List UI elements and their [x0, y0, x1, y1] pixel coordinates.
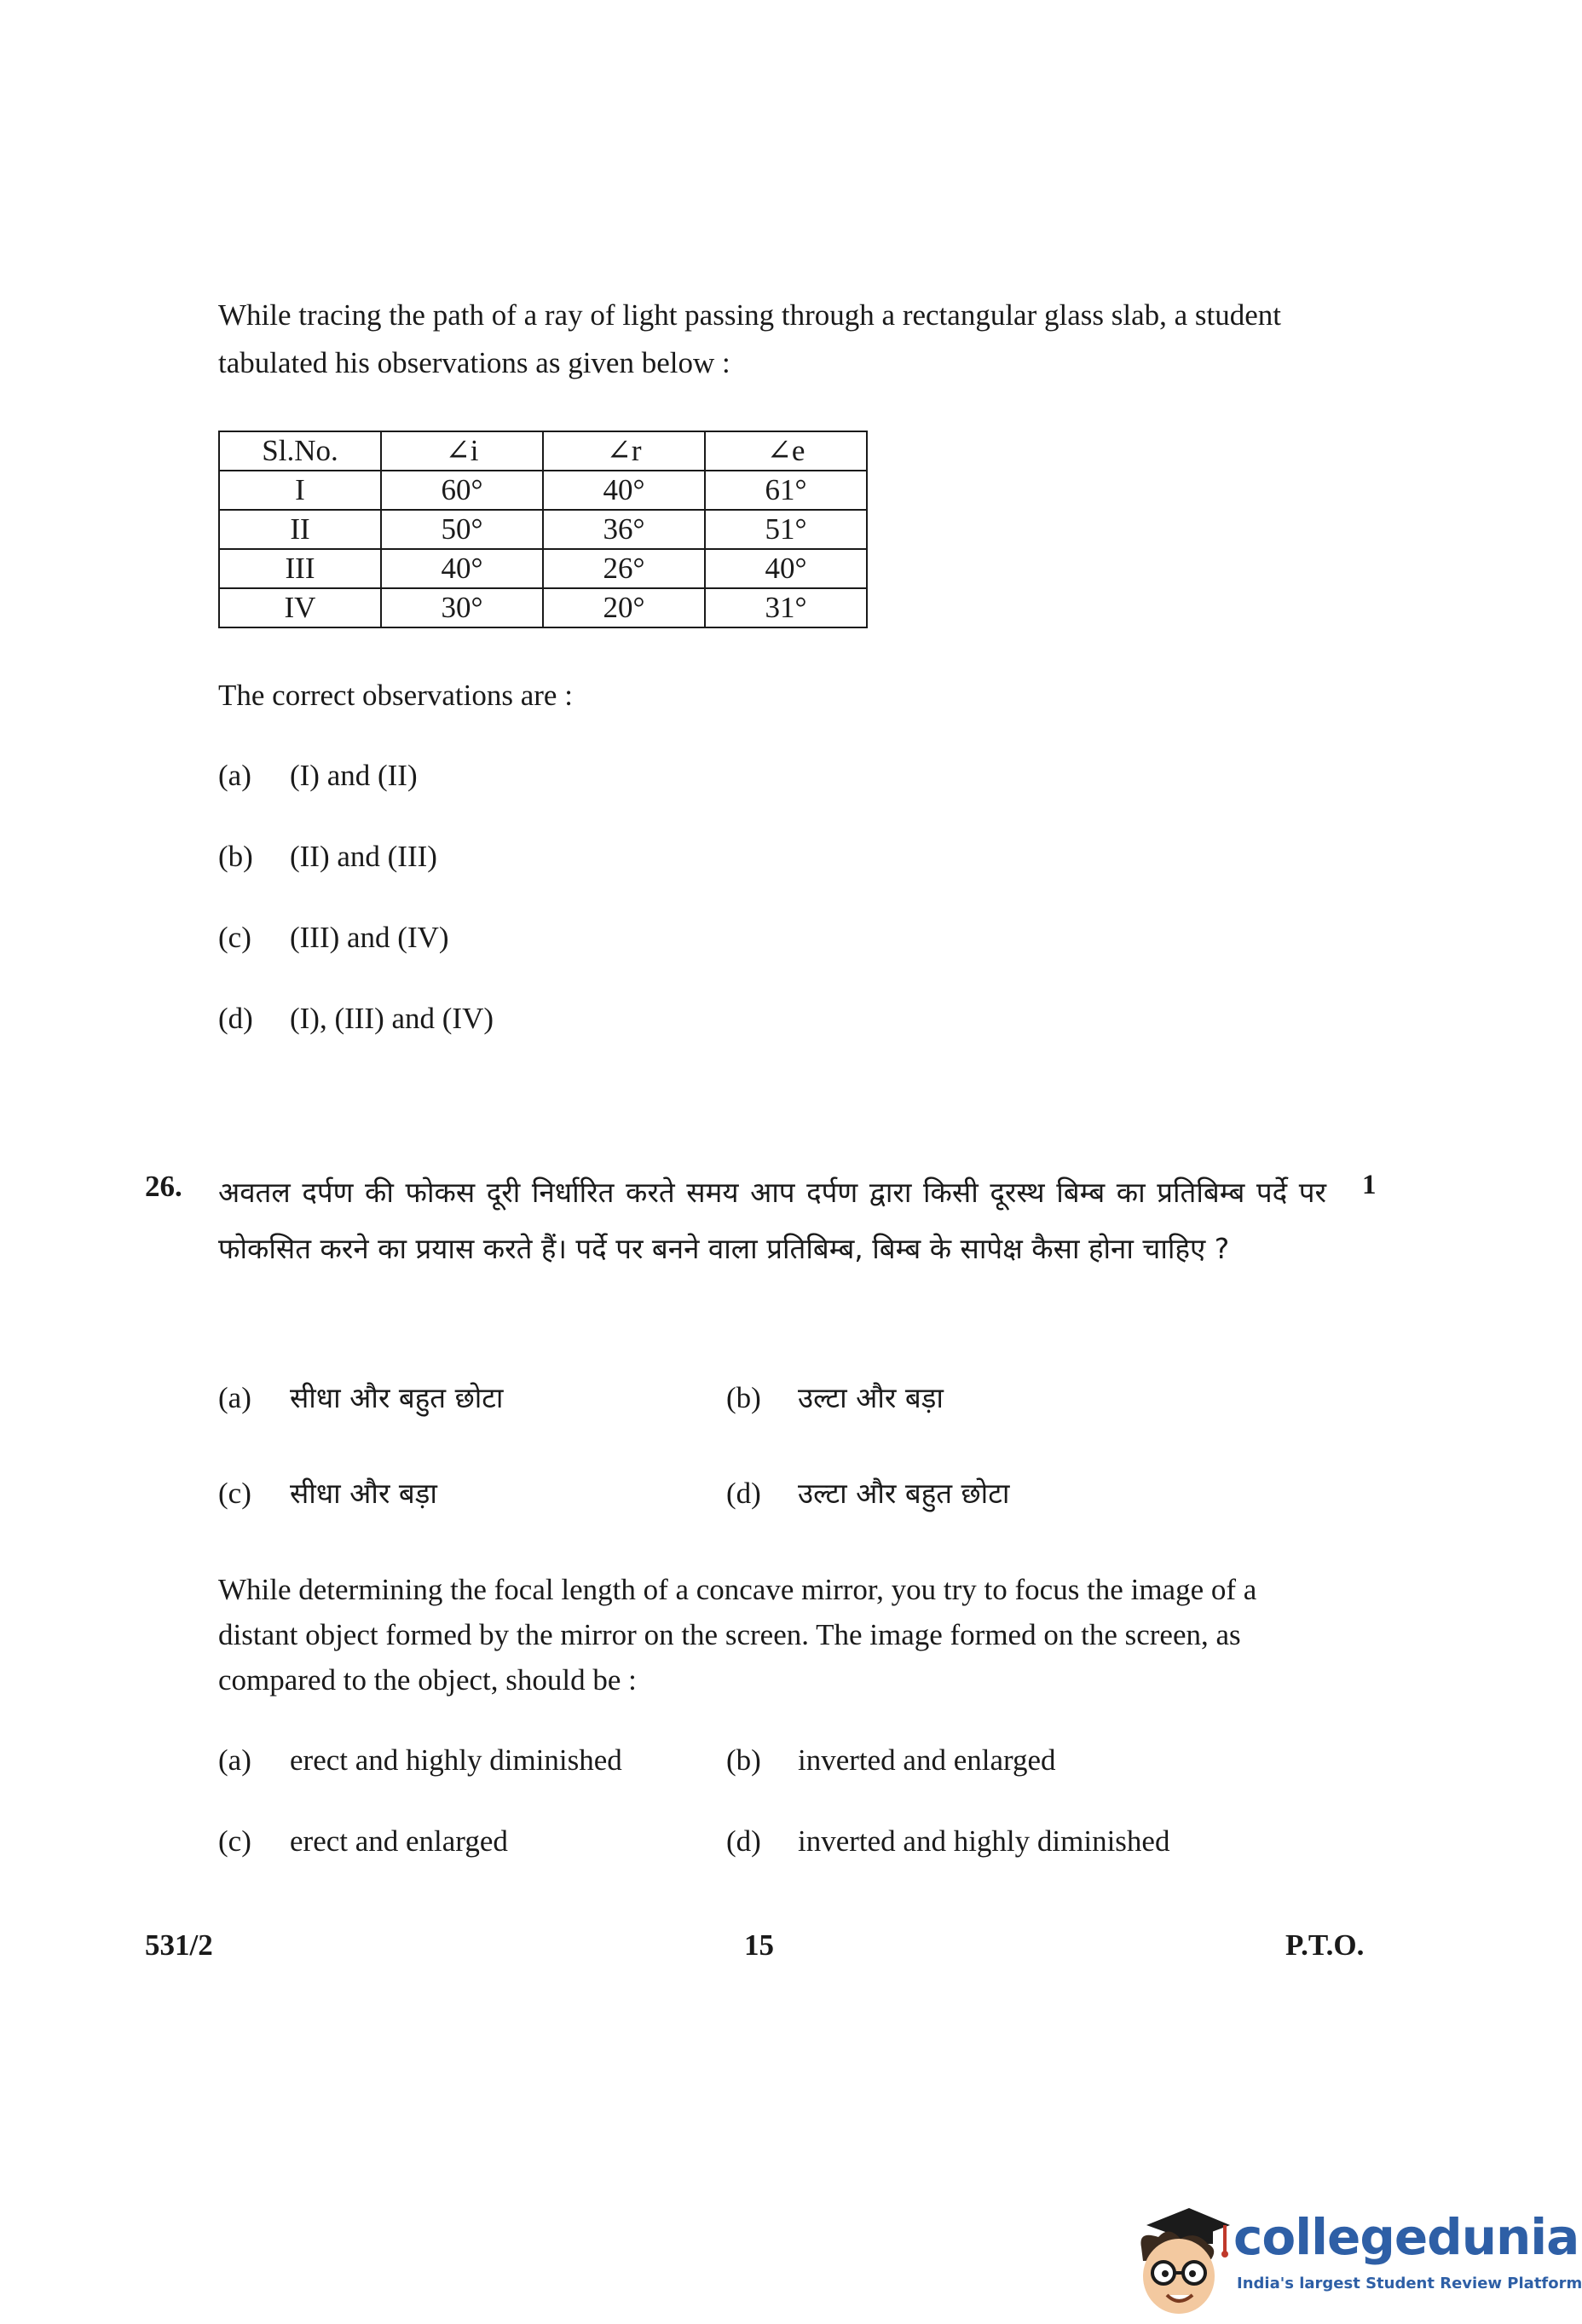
table-row — [219, 549, 867, 588]
option-text: inverted and enlarged — [798, 1743, 1056, 1777]
table-header: ∠i — [381, 431, 543, 471]
table-cell: 36° — [543, 510, 705, 549]
option-label: (d) — [726, 1477, 761, 1510]
q26-hindi-option-a — [218, 1379, 503, 1417]
table-row — [219, 510, 867, 549]
option-label: (a) — [218, 1381, 251, 1414]
question-marks: 1 — [1362, 1170, 1377, 1200]
table-cell: 30° — [381, 588, 543, 627]
option-label: (c) — [218, 921, 251, 954]
option-text: (III) and (IV) — [290, 921, 449, 954]
option-text: सीधा और बड़ा — [290, 1477, 437, 1510]
q26-hindi-option-d — [726, 1475, 1009, 1512]
table-cell: I — [219, 471, 381, 510]
q25-option-c — [218, 919, 449, 957]
option-label: (d) — [726, 1824, 761, 1858]
q26-english-question: While determining the focal length of a concave mirror, you try to focus the image of a distant object formed by the mirror on the screen. The image formed on the screen, as compared to the object, should be : — [218, 1573, 1257, 1697]
table-cell: 50° — [381, 510, 543, 549]
question-number: 26. — [145, 1170, 182, 1203]
pto-text: P.T.O. — [1285, 1928, 1365, 1962]
option-text: erect and highly diminished — [290, 1743, 622, 1777]
q26-english-option-d — [726, 1823, 1169, 1860]
table-cell: II — [219, 510, 381, 549]
observation-table — [218, 431, 868, 628]
table-cell: 60° — [381, 471, 543, 510]
q26-english-option-a — [218, 1742, 622, 1779]
q25-option-b — [218, 838, 437, 876]
mascot-icon — [1129, 2200, 1232, 2324]
q26-english-option-c — [218, 1823, 508, 1860]
option-label: (c) — [218, 1477, 251, 1510]
option-label: (a) — [218, 1743, 251, 1777]
q26-english-option-b — [726, 1742, 1056, 1779]
option-label: (d) — [218, 1002, 253, 1035]
table-cell: 40° — [705, 549, 867, 588]
brand-name: collegedunia — [1233, 2208, 1579, 2266]
q25-option-d — [218, 1000, 494, 1038]
option-label: (b) — [726, 1743, 761, 1777]
option-text: (I), (III) and (IV) — [290, 1002, 494, 1035]
table-row — [219, 471, 867, 510]
q26-hindi-question: अवतल दर्पण की फोकस दूरी निर्धारित करते समय आप दर्पण द्वारा किसी दूरस्थ बिम्ब का प्रतिबिम्ब पर्दे पर फोकसित करने का प्रयास करते हैं। पर्दे पर बनने वाला प्रतिबिम्ब, बिम्ब के सापेक्ष कैसा होना चाहिए ? — [218, 1176, 1326, 1265]
table-cell: 40° — [381, 549, 543, 588]
table-cell: III — [219, 549, 381, 588]
table-row — [219, 588, 867, 627]
table-cell: 61° — [705, 471, 867, 510]
option-text: उल्टा और बहुत छोटा — [798, 1477, 1010, 1510]
option-label: (c) — [218, 1824, 251, 1858]
table-cell: IV — [219, 588, 381, 627]
table-cell: 40° — [543, 471, 705, 510]
option-text: उल्टा और बड़ा — [798, 1381, 944, 1414]
table-header-row — [219, 431, 867, 471]
q26-hindi-option-c — [218, 1475, 437, 1512]
option-label: (b) — [726, 1381, 761, 1414]
table-header: Sl.No. — [219, 431, 381, 471]
table-cell: 31° — [705, 588, 867, 627]
table-cell: 20° — [543, 588, 705, 627]
option-text: (I) and (II) — [290, 759, 418, 792]
page-number: 15 — [744, 1928, 774, 1962]
brand-tagline: India's largest Student Review Platform — [1237, 2275, 1582, 2292]
q25-intro: While tracing the path of a ray of light passing through a rectangular glass slab, a student tabulated his observations as given below : — [218, 298, 1281, 379]
table-header: ∠r — [543, 431, 705, 471]
collegedunia-watermark — [1129, 2200, 1582, 2324]
option-text: inverted and highly diminished — [798, 1824, 1170, 1858]
option-label: (a) — [218, 759, 251, 792]
q25-prompt: The correct observations are : — [218, 679, 573, 712]
option-text: (II) and (III) — [290, 840, 437, 873]
q25-option-a — [218, 757, 418, 795]
table-cell: 26° — [543, 549, 705, 588]
option-text: erect and enlarged — [290, 1824, 508, 1858]
option-text: सीधा और बहुत छोटा — [290, 1381, 504, 1414]
table-cell: 51° — [705, 510, 867, 549]
paper-code: 531/2 — [145, 1928, 213, 1962]
q26-hindi-option-b — [726, 1379, 944, 1417]
table-header: ∠e — [705, 431, 867, 471]
option-label: (b) — [218, 840, 253, 873]
